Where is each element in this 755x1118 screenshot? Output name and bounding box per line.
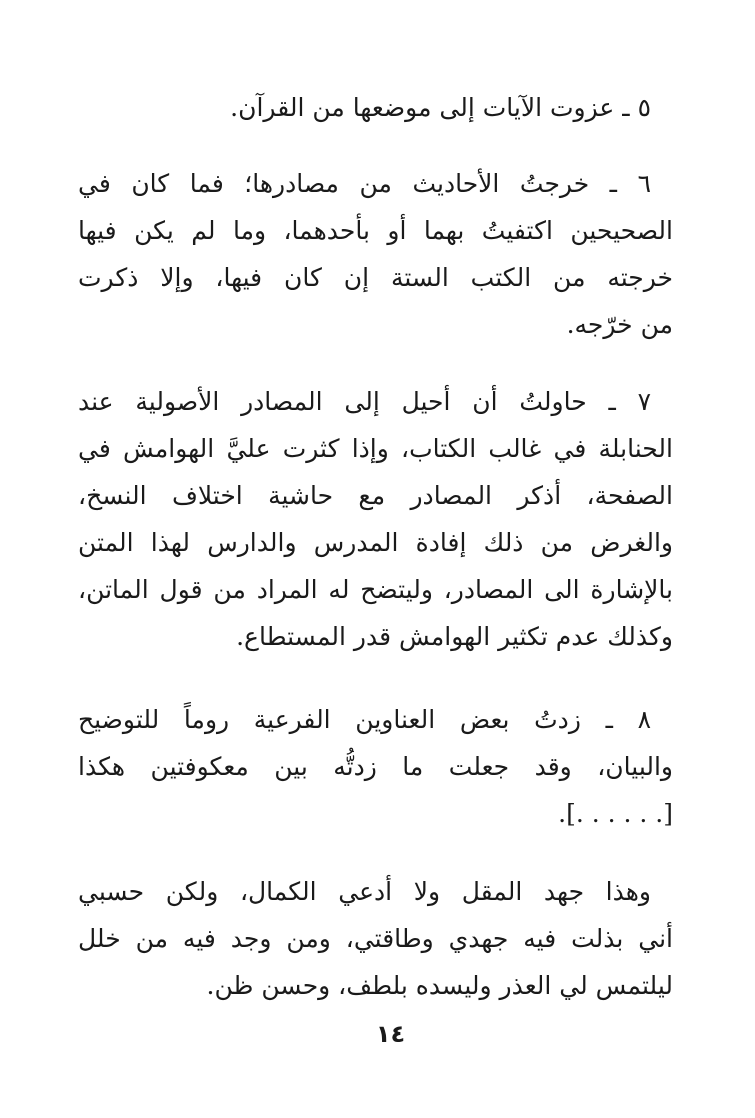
text-line: ليلتمس لي العذر وليسده بلطف، وحسن ظن. [206, 971, 673, 1000]
text-line: الحنابلة في غالب الكتاب، وإذا كثرت عليَّ الهوامش في [78, 434, 673, 463]
paragraph-item-8 [78, 696, 673, 837]
text-line: خرجته من الكتب الستة إن كان فيها، وإلا ذكرت [78, 263, 673, 292]
text-line: ٦ ـ خرجتُ الأحاديث من مصادرها؛ فما كان في [78, 169, 651, 198]
text-line: ٥ ـ عزوت الآيات إلى موضعها من القرآن. [230, 93, 651, 122]
document-page [78, 0, 673, 1118]
text-line: الصفحة، أذكر المصادر مع حاشية اختلاف النسخ، [78, 481, 673, 510]
text-line: والبيان، وقد جعلت ما زدتُّه بين معكوفتين هكذا [78, 752, 673, 781]
text-line: وكذلك عدم تكثير الهوامش قدر المستطاع. [236, 622, 673, 651]
text-line: أني بذلت فيه جهدي وطاقتي، ومن وجد فيه من خلل [78, 924, 673, 953]
paragraph-item-7 [78, 378, 673, 660]
text-line: [. . . . . .]. [558, 799, 673, 828]
paragraph-item-5 [78, 84, 673, 131]
text-line: وهذا جهد المقل ولا أدعي الكمال، ولكن حسبي [78, 877, 651, 906]
text-line: ٧ ـ حاولتُ أن أحيل إلى المصادر الأصولية عند [78, 387, 651, 416]
text-line: والغرض من ذلك إفادة المدرس والدارس لهذا المتن [78, 528, 673, 557]
text-line: ٨ ـ زدتُ بعض العناوين الفرعية روماً للتوضيح [78, 705, 651, 734]
page-number: ١٤ [375, 1020, 406, 1048]
text-line: الصحيحين اكتفيتُ بهما أو بأحدهما، وما لم يكن فيها [78, 216, 673, 245]
text-line: بالإشارة الى المصادر، وليتضح له المراد من قول الماتن، [78, 575, 673, 604]
paragraph-closing [78, 868, 673, 1009]
paragraph-item-6 [78, 160, 673, 348]
text-line: من خرّجه. [566, 310, 673, 339]
